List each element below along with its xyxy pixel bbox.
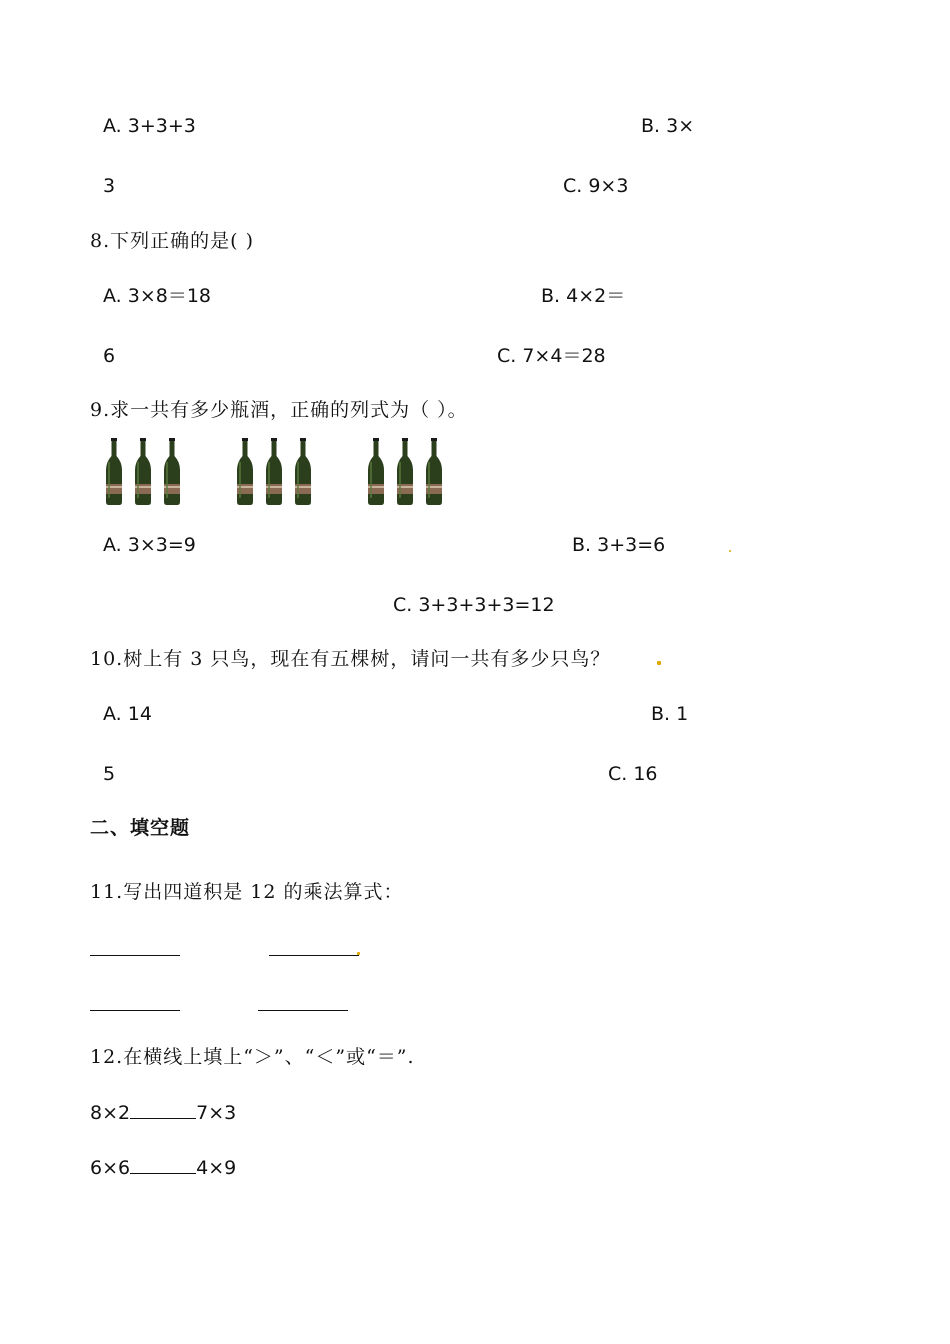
decorative-dot bbox=[357, 952, 360, 955]
q8-option-b-continued: 6 bbox=[103, 345, 116, 367]
answer-blank[interactable] bbox=[90, 992, 180, 1017]
bottle-icon bbox=[135, 438, 151, 505]
q10-option-b: B. 1 bbox=[651, 703, 689, 725]
q10-option-c: C. 16 bbox=[608, 763, 658, 785]
decorative-dot bbox=[657, 661, 661, 665]
answer-blank[interactable] bbox=[269, 937, 359, 962]
q12-stem: 12.在横线上填上“＞”、“＜”或“＝”. bbox=[90, 1046, 415, 1068]
bottle-icon bbox=[295, 438, 311, 505]
section-heading: 二、填空题 bbox=[90, 817, 191, 839]
wine-bottles-image bbox=[104, 438, 454, 508]
q7-option-c: C. 9×3 bbox=[563, 175, 629, 197]
decorative-dot bbox=[729, 550, 731, 552]
q8-option-b: B. 4×2＝ bbox=[541, 285, 626, 307]
q9-option-c: C. 3+3+3+3=12 bbox=[393, 594, 555, 616]
q9-option-b: B. 3+3=6 bbox=[572, 534, 666, 556]
comparison-left: 6×6 bbox=[90, 1157, 131, 1179]
comparison-blank[interactable] bbox=[130, 1155, 196, 1174]
answer-blank[interactable] bbox=[90, 937, 180, 962]
bottle-icon bbox=[397, 438, 413, 505]
answer-blank[interactable] bbox=[258, 992, 348, 1017]
comparison-row bbox=[90, 1155, 236, 1180]
q7-option-b: B. 3× bbox=[641, 115, 695, 137]
bottle-icon bbox=[106, 438, 122, 505]
q7-option-a: A. 3+3+3 bbox=[103, 115, 196, 137]
q8-option-c: C. 7×4＝28 bbox=[497, 345, 606, 367]
q10-stem: 10.树上有 3 只鸟，现在有五棵树，请问一共有多少只鸟？ bbox=[90, 648, 611, 670]
bottle-icon bbox=[266, 438, 282, 505]
q11-stem: 11.写出四道积是 12 的乘法算式： bbox=[90, 881, 404, 903]
comparison-row bbox=[90, 1100, 236, 1125]
q8-stem: 8.下列正确的是( ) bbox=[90, 230, 254, 252]
comparison-right: 4×9 bbox=[196, 1157, 237, 1179]
bottle-icon bbox=[368, 438, 384, 505]
bottle-icon bbox=[237, 438, 253, 505]
q10-option-b-continued: 5 bbox=[103, 763, 116, 785]
comparison-right: 7×3 bbox=[196, 1102, 237, 1124]
q9-option-a: A. 3×3=9 bbox=[103, 534, 196, 556]
q8-option-a: A. 3×8＝18 bbox=[103, 285, 212, 307]
q10-option-a: A. 14 bbox=[103, 703, 152, 725]
bottle-icon bbox=[164, 438, 180, 505]
q9-stem: 9.求一共有多少瓶酒，正确的列式为（ ）。 bbox=[90, 399, 468, 421]
comparison-blank[interactable] bbox=[130, 1100, 196, 1119]
bottle-groups-svg bbox=[104, 438, 454, 508]
comparison-left: 8×2 bbox=[90, 1102, 131, 1124]
q7-option-b-continued: 3 bbox=[103, 175, 116, 197]
bottle-icon bbox=[426, 438, 442, 505]
